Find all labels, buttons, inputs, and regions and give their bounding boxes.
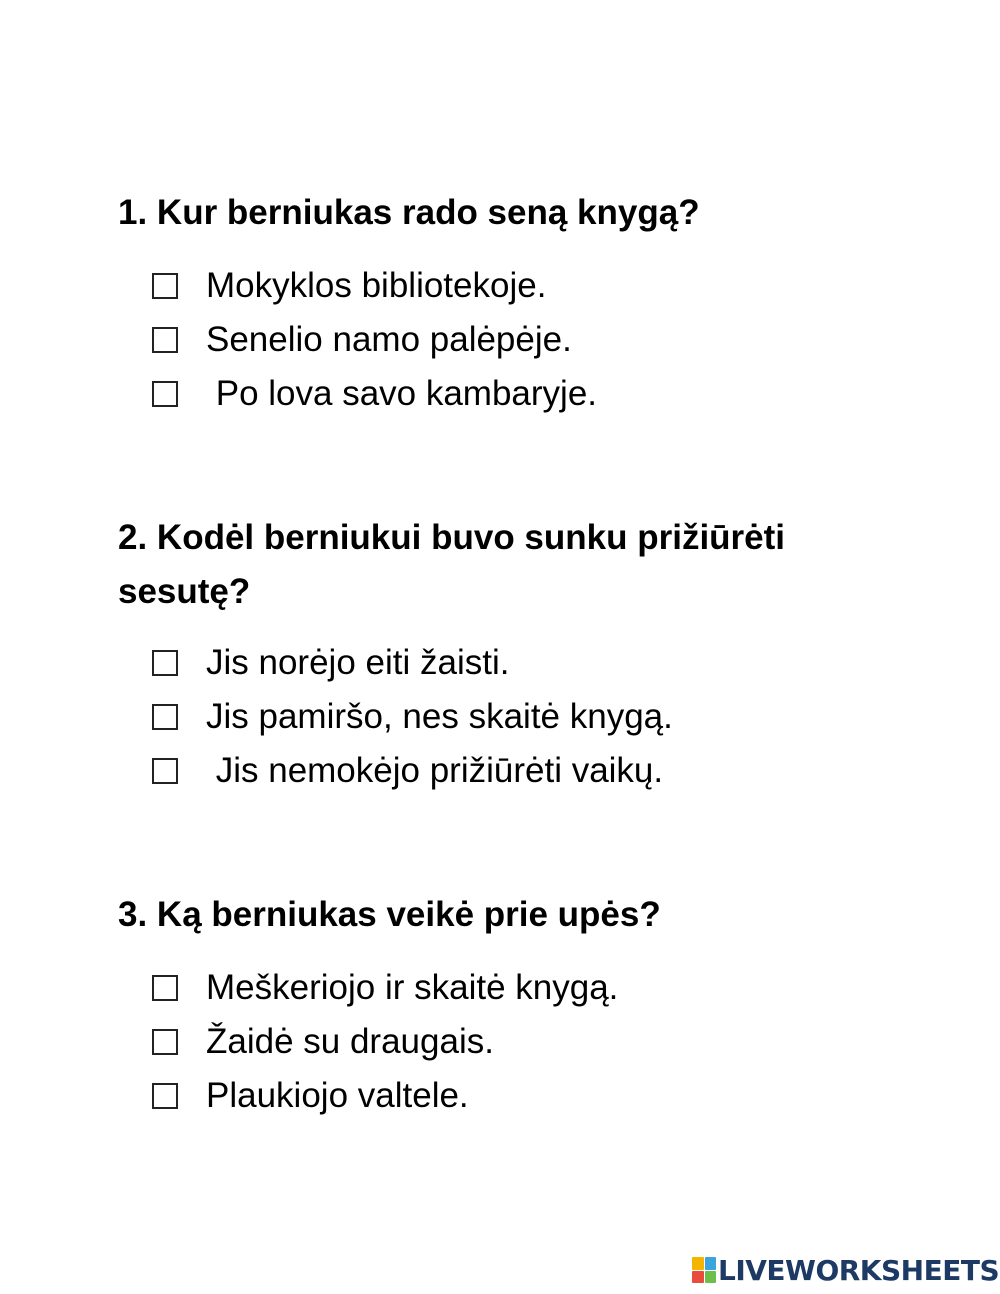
option-label: Jis nemokėjo prižiūrėti vaikų. xyxy=(206,751,664,790)
question-3-option-2[interactable] xyxy=(152,1015,494,1069)
question-1-option-2[interactable] xyxy=(152,313,572,367)
checkbox-empty-icon[interactable] xyxy=(152,381,178,407)
checkbox-empty-icon[interactable] xyxy=(152,1029,178,1055)
option-label: Žaidė su draugais. xyxy=(206,1022,494,1061)
checkbox-empty-icon[interactable] xyxy=(152,1083,178,1109)
option-label: Plaukiojo valtele. xyxy=(206,1076,469,1115)
option-label: Mokyklos bibliotekoje. xyxy=(206,266,547,305)
checkbox-empty-icon[interactable] xyxy=(152,758,178,784)
checkbox-empty-icon[interactable] xyxy=(152,704,178,730)
question-3-title: 3. Ką berniukas veikė prie upės? xyxy=(118,895,661,934)
logo-square xyxy=(705,1257,717,1270)
logo-square xyxy=(692,1271,704,1284)
question-2-title: 2. Kodėl berniukui buvo sunku prižiūrėti sesutę? xyxy=(118,518,786,611)
question-1-option-3[interactable] xyxy=(152,367,597,421)
logo-square xyxy=(705,1271,717,1284)
option-label: Meškeriojo ir skaitė knygą. xyxy=(206,968,619,1007)
question-3-option-3[interactable] xyxy=(152,1069,469,1123)
option-label: Senelio namo palėpėje. xyxy=(206,320,572,359)
liveworksheets-logo-icon xyxy=(692,1257,716,1283)
question-1-title: 1. Kur berniukas rado seną knygą? xyxy=(118,193,700,232)
question-2-option-3[interactable] xyxy=(152,744,663,798)
logo-square xyxy=(692,1257,704,1270)
checkbox-empty-icon[interactable] xyxy=(152,273,178,299)
question-1-option-1[interactable] xyxy=(152,259,546,313)
option-label: Jis norėjo eiti žaisti. xyxy=(206,643,510,682)
checkbox-empty-icon[interactable] xyxy=(152,650,178,676)
liveworksheets-brand xyxy=(692,1252,999,1288)
option-label: Po lova savo kambaryje. xyxy=(206,374,598,413)
question-2-option-1[interactable] xyxy=(152,636,509,690)
checkbox-empty-icon[interactable] xyxy=(152,975,178,1001)
brand-name: LIVEWORKSHEETS xyxy=(718,1253,1000,1287)
option-label: Jis pamiršo, nes skaitė knygą. xyxy=(206,697,673,736)
question-3-option-1[interactable] xyxy=(152,961,618,1015)
question-2-option-2[interactable] xyxy=(152,690,673,744)
checkbox-empty-icon[interactable] xyxy=(152,327,178,353)
